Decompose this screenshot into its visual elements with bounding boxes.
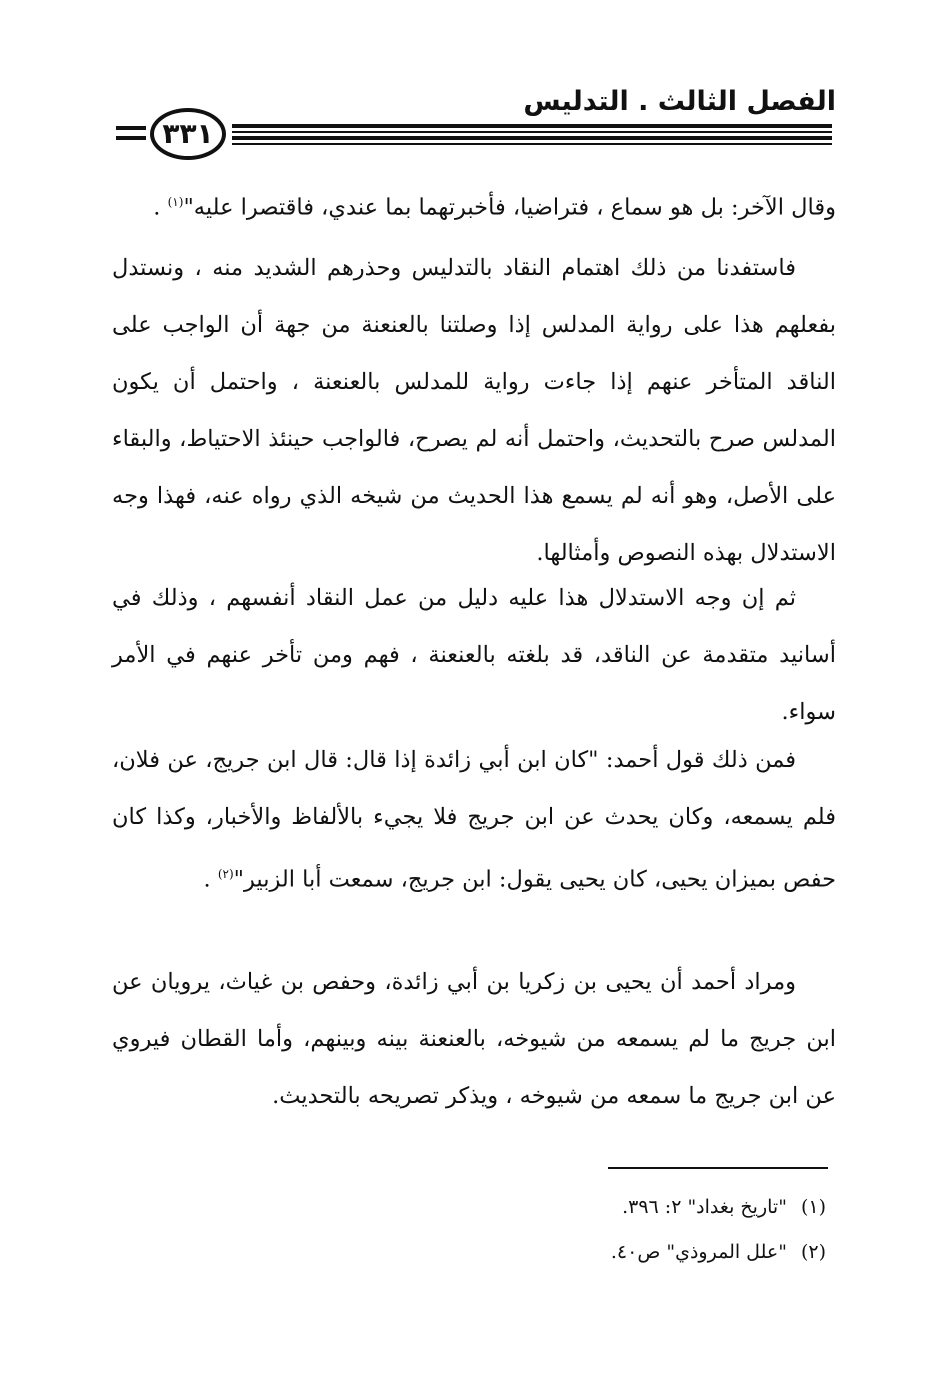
header-rule: [232, 143, 832, 145]
chapter-title: الفصل الثالث . التدليس: [523, 86, 836, 117]
header-rule: [232, 124, 832, 128]
footnote-ref: (١): [167, 195, 184, 209]
paragraph: [112, 174, 836, 237]
footnote-separator: [608, 1167, 828, 1169]
footnote-number: (٢): [800, 1241, 826, 1263]
header-rule: [232, 131, 832, 133]
paragraph-text: فمن ذلك قول أحمد: "كان ابن أبي زائدة إذا قال: قال ابن جريج، عن فلان، فلم يسمعه، وكان يحدث عن ابن جريج فلا يجيء بالألفاظ والأخبار، وكذا كان حفص بميزان يحيى، كان يحيى يقول: ابن جريج، سمعت أبا الزبير": [112, 747, 836, 893]
paragraph-text: وقال الآخر: بل هو سماع ، فتراضيا، فأخبرتهما بما عندي، فاقتصرا عليه": [183, 194, 836, 221]
footnote: [622, 1192, 826, 1222]
page-number: ٣٣١: [150, 108, 226, 160]
header-rule-short: [116, 126, 146, 130]
footnote-text: "علل المروذي" ص٤٠.: [610, 1241, 787, 1263]
paragraph-end: .: [153, 194, 161, 221]
paragraph: [112, 570, 836, 741]
footnote-number: (١): [800, 1196, 826, 1218]
paragraph: [112, 954, 836, 1125]
paragraph-text: ومراد أحمد أن يحيى بن زكريا بن أبي زائدة، وحفص بن غياث، يرويان عن ابن جريج ما لم يسمعه من شيوخه، بالعنعنة بينه وبينهم، وأما القطان فيروي عن ابن جريج ما سمعه من شيوخه ، ويذكر تصريحه بالتحديث.: [112, 969, 836, 1109]
paragraph-text: فاستفدنا من ذلك اهتمام النقاد بالتدليس وحذرهم الشديد منه ، ونستدل بفعلهم هذا على رواية المدلس إذا وصلتنا بالعنعنة من جهة أن الواجب على الناقد المتأخر عنهم إذا جاءت رواية للمدلس بالعنعنة ، واحتمل أن يكون المدلس صرح بالتحديث، واحتمل أنه لم يصرح، فالواجب حينئذ الاحتياط، والبقاء على الأصل، وهو أنه لم يسمع هذا الحديث من شيخه الذي رواه عنه، فهذا وجه الاستدلال بهذه النصوص وأمثالها.: [112, 255, 836, 566]
header-rule-short: [116, 136, 146, 140]
footnote-ref: (٢): [217, 867, 234, 881]
footnote: [611, 1237, 826, 1267]
paragraph-text: ثم إن وجه الاستدلال هذا عليه دليل من عمل النقاد أنفسهم ، وذلك في أسانيد متقدمة عن الناقد، قد بلغته بالعنعنة ، فهم ومن تأخر عنهم في الأمر سواء.: [112, 585, 836, 725]
paragraph: [112, 240, 836, 582]
paragraph: [112, 732, 836, 909]
paragraph-end: .: [203, 866, 211, 893]
header-rule: [232, 136, 832, 140]
footnote-text: "تاريخ بغداد" ٢: ٣٩٦.: [622, 1196, 787, 1218]
